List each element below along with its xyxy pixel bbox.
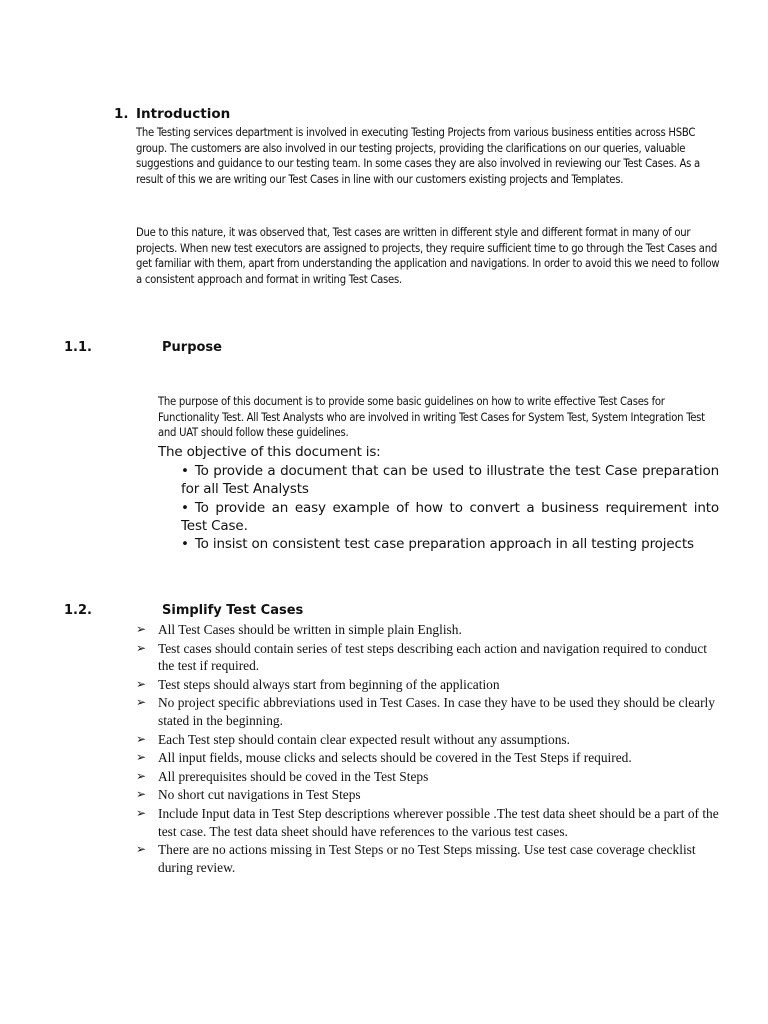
purpose-title: Purpose: [162, 340, 222, 355]
list-item-text: All input fields, mouse clicks and selects should be covered in the Test Steps if required.: [158, 750, 632, 766]
bullet-icon: •: [181, 499, 189, 516]
list-item: [136, 805, 720, 840]
simplify-list: [136, 621, 720, 877]
list-item: [136, 786, 720, 804]
list-item-text: Test cases should contain series of test steps describing each action and navigation required to conduct the test if required.: [158, 640, 708, 674]
arrow-bullet-icon: ➢: [136, 622, 147, 636]
introduction-number: 1.: [114, 106, 129, 122]
objective-intro: The objective of this document is:: [158, 444, 381, 460]
list-item: [136, 841, 720, 876]
arrow-bullet-icon: ➢: [136, 805, 147, 820]
bullet-icon: •: [181, 536, 189, 552]
list-item-text: There are no actions missing in Test Steps or no Test Steps missing. Use test case coverage checklist during review.: [158, 842, 696, 875]
list-item-text: All prerequisites should be coved in the Test Steps: [158, 768, 429, 784]
arrow-bullet-icon: ➢: [136, 676, 147, 691]
arrow-bullet-icon: ➢: [136, 787, 147, 802]
objective-text: To provide a document that can be used to illustrate the test Case preparation for all Test Analysts: [181, 463, 719, 497]
list-item-text: All Test Cases should be written in simple plain English.: [158, 622, 462, 637]
arrow-bullet-icon: ➢: [136, 731, 147, 746]
list-item: [136, 640, 720, 675]
objective-item: [181, 499, 719, 535]
list-item-text: No short cut navigations in Test Steps: [158, 787, 361, 803]
list-item: [136, 676, 720, 694]
list-item-text: Each Test step should contain clear expected result without any assumptions.: [158, 731, 570, 747]
list-item: [136, 694, 720, 729]
arrow-bullet-icon: ➢: [136, 695, 147, 710]
objective-text: To provide an easy example of how to convert a business requirement into Test Case.: [181, 499, 719, 534]
objective-text: To insist on consistent test case preparation approach in all testing projects: [194, 536, 694, 552]
list-item: [136, 749, 720, 767]
introduction-heading: [114, 106, 230, 122]
bullet-icon: •: [181, 463, 189, 479]
list-item: [136, 768, 720, 786]
objectives-list: [181, 462, 719, 554]
list-item-text: Include Input data in Test Step descriptions wherever possible .The test data sheet should be a part of the test case. The test data sheet should have references to the various test cases.: [158, 805, 719, 839]
simplify-number: 1.2.: [64, 603, 92, 618]
purpose-number: 1.1.: [64, 340, 92, 355]
list-item: [136, 621, 720, 639]
list-item-text: Test steps should always start from beginning of the application: [158, 676, 500, 692]
list-item-text: No project specific abbreviations used in Test Cases. In case they have to be used they should be clearly stated in the beginning.: [158, 695, 715, 728]
purpose-paragraph: The purpose of this document is to provide some basic guidelines on how to write effective Test Cases for Functionality Test. All Test Analysts who are involved in writing Test Cases for System Test, System Integration Test and UAT should follow these guidelines.: [158, 395, 705, 440]
objective-item: [181, 462, 719, 498]
arrow-bullet-icon: ➢: [136, 768, 147, 783]
introduction-paragraph-1: The Testing services department is involved in executing Testing Projects from various business entities across HSBC group. The customers are also involved in our testing projects, providing the clarifications on our queries, valuable suggestions and guidance to our testing team. In some cases they are also involved in reviewing our Test Cases. As a result of this we are writing our Test Cases in line with our customers existing projects and Templates.: [136, 126, 700, 186]
arrow-bullet-icon: ➢: [136, 750, 147, 765]
list-item: [136, 731, 720, 749]
objective-item: [181, 535, 719, 553]
simplify-title: Simplify Test Cases: [162, 603, 304, 618]
introduction-paragraph-2: Due to this nature, it was observed that, Test cases are written in different style and different format in many of our projects. When new test executors are assigned to projects, they require sufficient time to go through the Test Cases and get familiar with them, apart from understanding the application and navigations. In order to avoid this we need to follow a consistent approach and format in writing Test Cases.: [136, 226, 720, 286]
introduction-title: Introduction: [136, 106, 231, 122]
arrow-bullet-icon: ➢: [136, 842, 147, 857]
arrow-bullet-icon: ➢: [136, 640, 147, 655]
